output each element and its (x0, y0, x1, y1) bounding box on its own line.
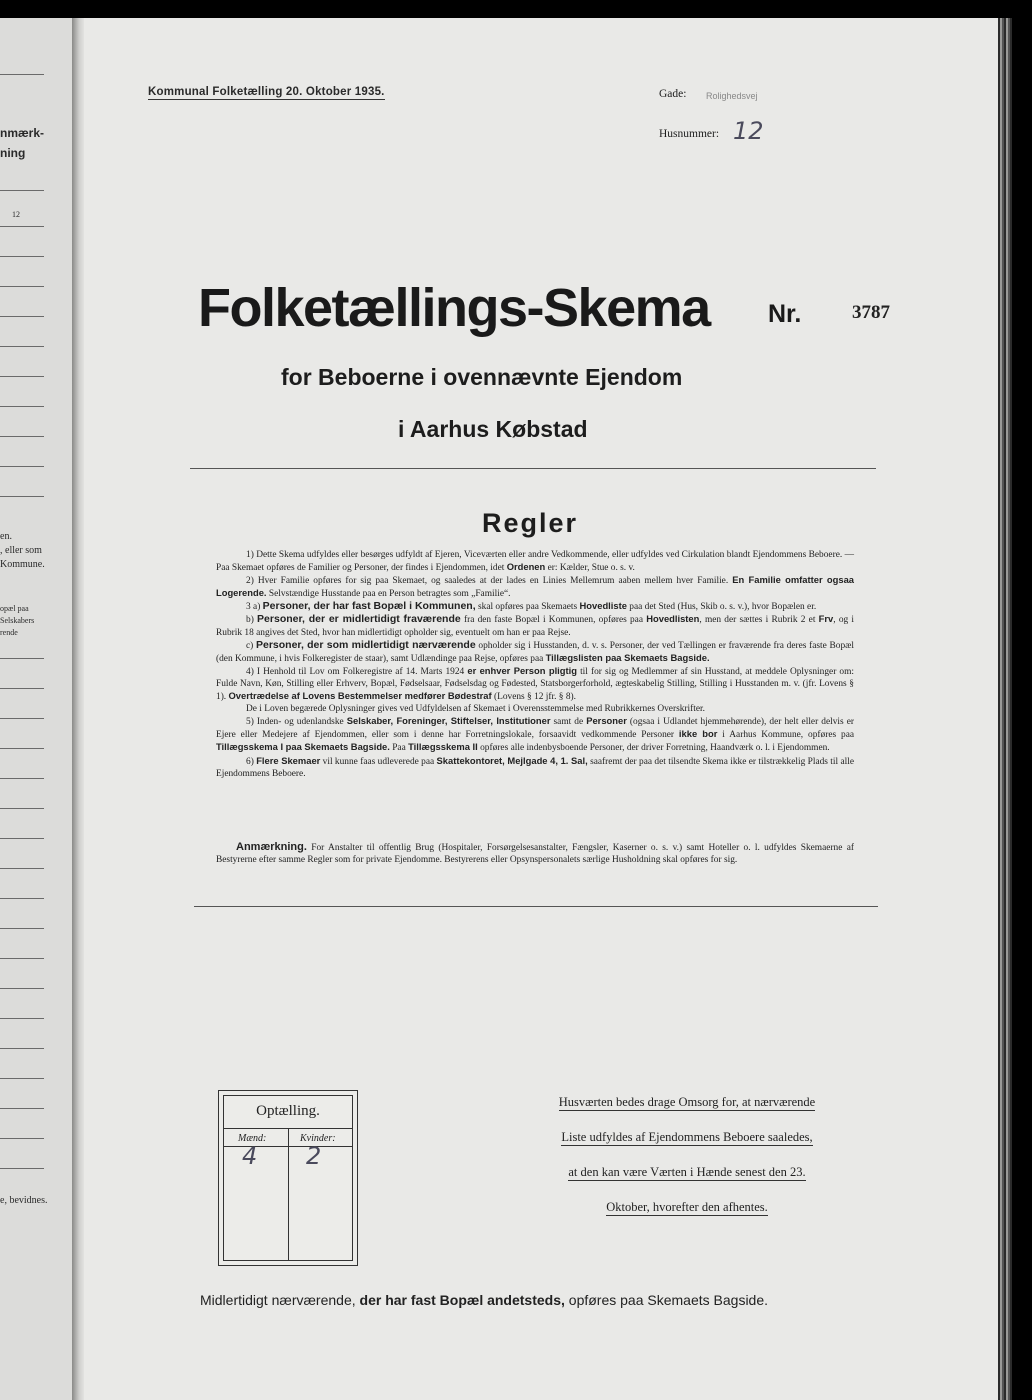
house-number-value: 12 (733, 117, 764, 145)
house-number-label: Husnummer: (659, 128, 720, 140)
left-fragment-3: 12 (12, 210, 20, 219)
rule-2: 2) Hver Familie opføres for sig paa Skemaet, og saaledes at der lades en Linies Mellemrum aaben mellem hver Familie. En Familie omfatter ogsaa Logerende. Selvstændige Husstande paa en Person betragtes som „Familie“. (216, 574, 854, 600)
form-subtitle-1: for Beboerne i ovennævnte Ejendom (281, 364, 683, 390)
rule-4b: De i Loven begærede Oplysninger gives ved Udfyldelsen af Skemaet i Overensstemmelse med Rubrikkernes Overskrifter. (246, 704, 705, 715)
rule-3a: 3 a) Personer, der har fast Bopæl i Kommunen, skal opføres paa Skemaets Hovedliste paa det Sted (Hus, Skib o. s. v.), hvor Bopælen er. (246, 600, 817, 613)
left-fragment-7: opæl paa (0, 604, 29, 613)
count-box-inner (223, 1095, 353, 1261)
left-fragment-10: e, bevidnes. (0, 1195, 48, 1206)
rule-1: 1) Dette Skema udfyldes eller besørges udfyldt af Ejeren, Viceværten eller andre Vedkommende, eller udfyldes ved Cirkulation blandt Ejendommens Beboere. — Paa Skemaet opføres de Familier og Personer, der findes i Ejendommen, idet Ordenen er: Kælder, Stue o. s. v. (216, 550, 854, 574)
left-fragment-1: nmærk- (0, 126, 45, 140)
note-label: Anmærkning. (236, 841, 307, 853)
form-subtitle-2: i Aarhus Købstad (398, 416, 588, 442)
census-date-label: Kommunal Folketælling 20. Oktober 1935. (148, 86, 385, 98)
footer-note: Midlertidigt nærværende, der har fast Bopæl andetsteds, opføres paa Skemaets Bagside. (200, 1292, 769, 1308)
street-value: Rolighedsvej (706, 91, 758, 101)
count-box (218, 1090, 358, 1266)
rules-body (216, 549, 854, 780)
form-nr-label: Nr. (768, 300, 802, 328)
note-text: For Anstalter til offentlig Brug (Hospitaler, Forsørgelsesanstalter, Fængsler, Kaserner o. s. v.) samt Hoteller o. l. udfyldes Skemaerne af Bestyrerne efter samme Regler som for private Ejendomme. Bestyrerens eller Opsynspersonalets særlige Husholdning skal opføres for sig. (216, 843, 854, 866)
page-stack-edge (998, 18, 1012, 1400)
women-count: 2 (306, 1142, 322, 1170)
rule-3c: c) Personer, der som midlertidigt nærværende opholder sig i Husstanden, d. v. s. Personer, der ved Tællingen er fraværende fra deres faste Bopæl (den Kommune, i hvis Folkeregister de staar), samt Udlændinge paa Rejse, opføres paa Tillægslisten paa Skemaets Bagside. (216, 638, 855, 664)
notice-line-4: Oktober, hvorefter den afhentes. (606, 1200, 768, 1214)
left-fragment-5: , eller som (0, 545, 42, 556)
left-fragment-8: Selskabers (0, 616, 35, 625)
notice-line-3: at den kan være Værten i Hænde senest den 23. (568, 1165, 806, 1179)
count-title: Optælling. (256, 1103, 320, 1119)
left-fragment-6: Kommune. (0, 559, 45, 570)
notice-line-2: Liste udfyldes af Ejendommens Beboere saaledes, (561, 1130, 813, 1144)
women-label: Kvinder: (300, 1133, 336, 1144)
left-page-fragment (0, 18, 72, 1400)
men-label: Mænd: (238, 1133, 267, 1144)
note-divider (194, 906, 878, 907)
form-title: Folketællings-Skema (198, 278, 710, 338)
form-nr-value: 3787 (852, 302, 890, 323)
men-count: 4 (242, 1142, 258, 1170)
left-fragment-9: rende (0, 628, 18, 637)
note-paragraph (216, 841, 854, 866)
rules-heading: Regler (482, 508, 579, 538)
rule-3b: b) Personer, der er midlertidigt fraværende fra den faste Bopæl i Kommunen, opføres paa Hovedlisten, men der sættes i Rubrik 2 et Frv, og i Rubrik 18 angives det Sted, hvor han midlertidigt opholder sig, eventuelt om han er paa Rejse. (216, 613, 855, 638)
count-column-divider (288, 1128, 289, 1260)
book-spine (72, 18, 84, 1400)
left-fragment-4: en. (0, 531, 12, 542)
notice-line-1: Husværten bedes drage Omsorg for, at nærværende (558, 1095, 816, 1109)
rule-4: 4) I Henhold til Lov om Folkeregistre af 14. Marts 1924 er enhver Person pligtig til for sig og Medlemmer af sin Husstand, at meddele Oplysninger om: Fulde Navn, Køn, Stilling eller Erhverv, Bopæl, Fødselsaar, Fødselsdag og Fødested, Statsborgerforhold, ægteskabelig Stilling, Stilling i Husstanden m. v. (jfr. Lovens § 1). Overtrædelse af Lovens Bestemmelser medfører Bødestraf (Lovens § 12 jfr. § 8). (216, 664, 855, 703)
left-fragment-2: ning (0, 146, 26, 160)
title-divider (190, 468, 876, 469)
street-label: Gade: (659, 88, 687, 100)
rule-5: 5) Inden- og udenlandske Selskaber, Foreninger, Stiftelser, Institutioner samt de Personer (ogsaa i Udlandet hjemmehørende), der helt eller delvis er Ejere eller Medejere af Ejendommen, eller som i denne har Forretningslokale, forsaavidt vedkommende Personer ikke bor i Aarhus Kommune, opføres paa Tillægsskema I paa Skemaets Bagside. Paa Tillægsskema II opføres alle indenbysboende Personer, der driver Forretning, Haandværk o. l. i Ejendommen. (216, 715, 855, 754)
rule-6: 6) Flere Skemaer vil kunne faas udleverede paa Skattekontoret, Mejlgade 4, 1. Sal, saafremt der paa det tilsendte Skema ikke er tilstrækkelig Plads til alle Ejendommens Beboere. (216, 754, 855, 779)
